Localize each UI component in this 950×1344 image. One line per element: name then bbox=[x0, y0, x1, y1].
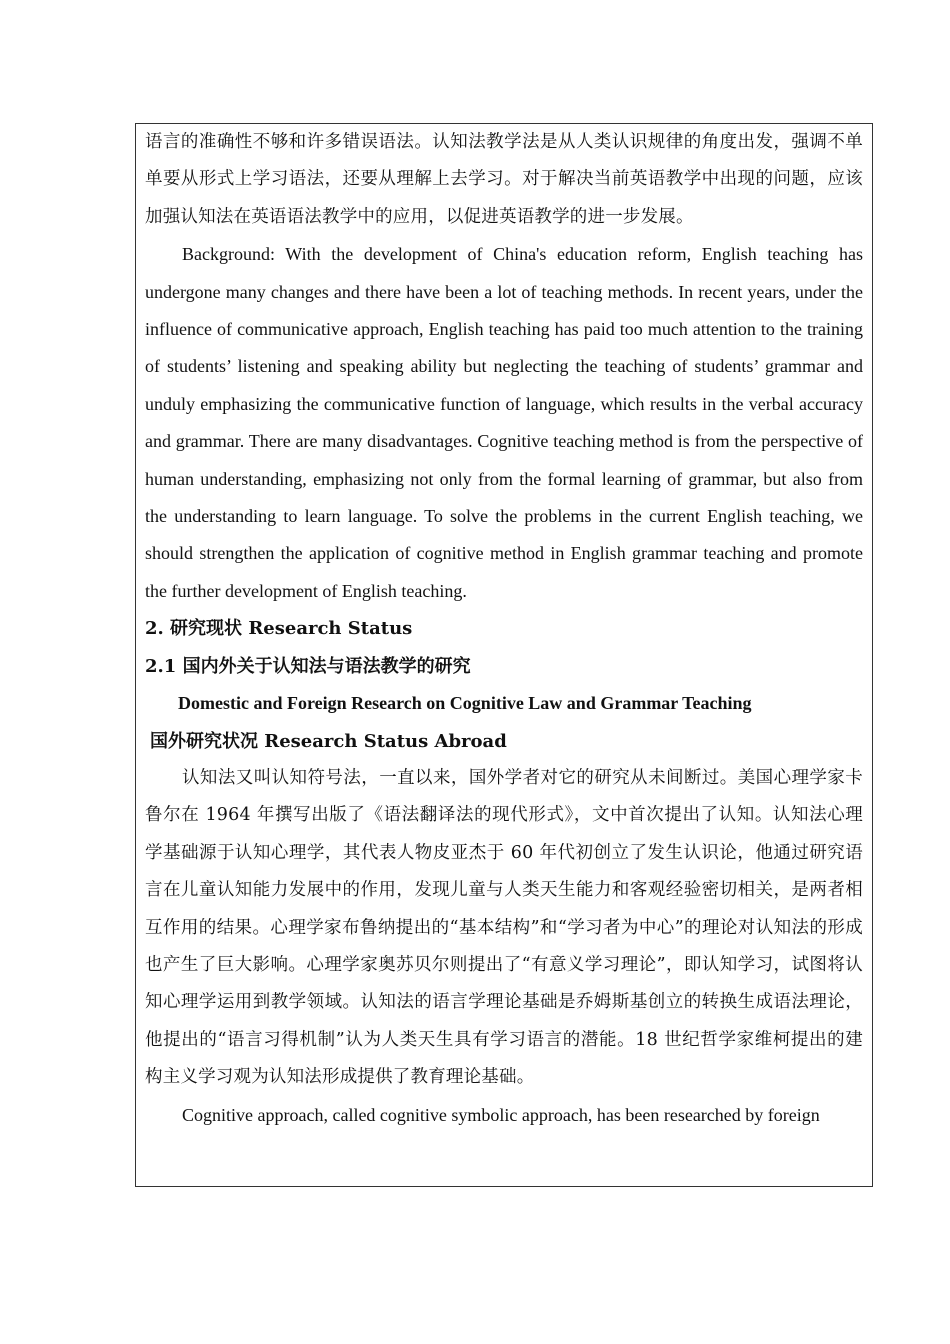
section-2-1-english-heading: Domestic and Foreign Research on Cognitive Law and Grammar Teaching bbox=[178, 693, 752, 714]
background-chinese-paragraph: 语言的准确性不够和许多错误语法。认知法教学法是从人类认识规律的角度出发，强调不单单要从形式上学习语法，还要从理解上去学习。对于解决当前英语教学中出现的问题，应该加强认知法在英语语法教学中的应用，以促进英语教学的进一步发展。 bbox=[145, 132, 863, 227]
background-english-paragraph: Background: With the development of China's education reform, English teaching has undergone many changes and there have been a lot of teaching methods. In recent years, under the influence of communicative approach, English teaching has paid too much attention to the training of students’ listening and speaking ability but neglecting the teaching of students’ grammar and unduly emphasizing the communicative function of language, which results in the verbal accuracy and grammar. There are many disadvantages. Cognitive teaching method is from the perspective of human understanding, emphasizing not only from the formal learning of grammar, but also from the understanding to learn language. To solve the problems in the current English teaching, we should strengthen the application of cognitive method in English grammar teaching and promote the further development of English teaching. bbox=[145, 244, 863, 601]
research-abroad-heading: 国外研究状况 Research Status Abroad bbox=[150, 730, 507, 752]
research-abroad-chinese-paragraph: 认知法又叫认知符号法，一直以来，国外学者对它的研究从未间断过。美国心理学家卡鲁尔在 1964 年撰写出版了《语法翻译法的现代形式》，文中首次提出了认知。认知法心理学基础源于认知心理学，其代表人物皮亚杰于 60 年代初创立了发生认识论，他通过研究语言在儿童认知能力发展中的作用，发现儿童与人类天生能力和客观经验密切相关，是两者相互作用的结果。心理学家布鲁纳提出的“基本结构”和“学习者为中心”的理论对认知法的形成也产生了巨大影响。心理学家奥苏贝尔则提出了“有意义学习理论”，即认知学习，试图将认知心理学运用到教学领域。认知法的语言学理论基础是乔姆斯基创立的转换生成语法理论，他提出的“语言习得机制”认为人类天生具有学习语言的潜能。18 世纪哲学家维柯提出的建构主义学习观为认知法形成提供了教育理论基础。 bbox=[145, 767, 863, 1088]
section-2-1-heading: 2.1 国内外关于认知法与语法教学的研究 bbox=[145, 655, 471, 677]
document-table-cell bbox=[135, 123, 873, 1187]
research-abroad-english-paragraph-start: Cognitive approach, called cognitive symbolic approach, has been researched by foreign bbox=[182, 1104, 820, 1125]
section-2-heading: 2. 研究现状 Research Status bbox=[145, 618, 413, 640]
document-body bbox=[145, 124, 863, 1134]
